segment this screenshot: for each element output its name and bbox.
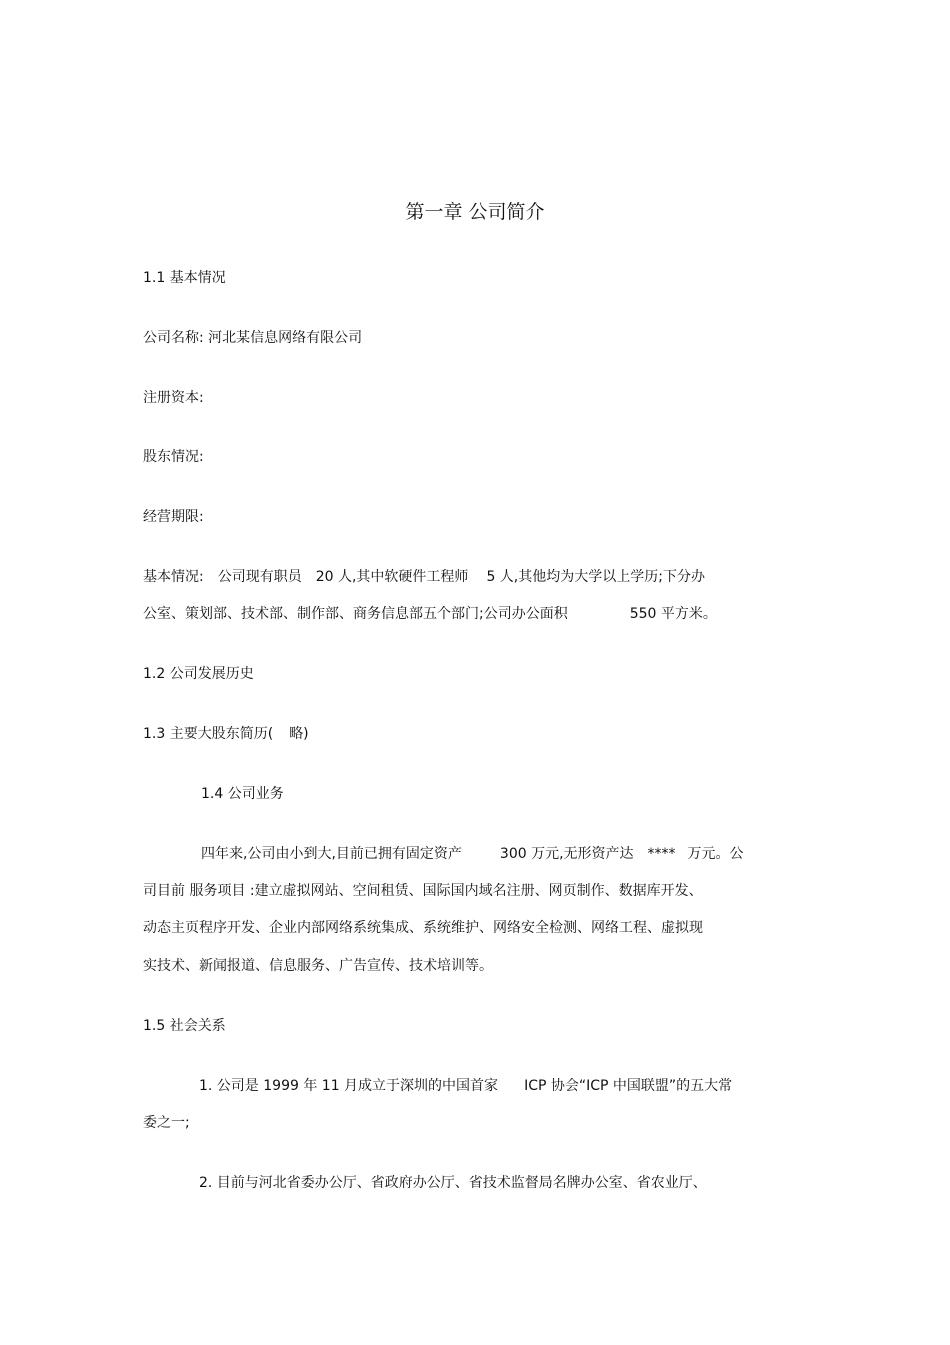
business-line-3: 动态主页程序开发、企业内部网络系统集成、系统维护、网络安全检测、网络工程、虚拟现: [143, 920, 703, 936]
section-heading-1-4: 1.4 公司业务: [201, 786, 284, 802]
basic-info-text-2a: 公室、策划部、技术部、制作部、商务信息部五个部门;公司办公面积: [143, 606, 568, 622]
business-line-1: [201, 844, 744, 864]
relations-item-1: [199, 1076, 732, 1096]
section-heading-1-5: 1.5 社会关系: [143, 1018, 226, 1034]
section-heading-1-2: 1.2 公司发展历史: [143, 666, 254, 682]
business-text-1b: 300 万元,无形资产达: [499, 846, 634, 862]
business-line-2: 司目前 服务项目 :建立虚拟网站、空间租赁、国际国内域名注册、网页制作、数据库开发、: [143, 883, 703, 899]
basic-info-line-2: [143, 604, 717, 624]
basic-info-line-1: [143, 567, 705, 587]
registered-capital-label: 注册资本:: [143, 390, 204, 406]
basic-info-text-2b: 550 平方米。: [629, 606, 717, 622]
section-heading-1-3: [143, 724, 309, 744]
section-heading-1-3-text: 1.3 主要大股东简历(: [143, 726, 274, 742]
basic-info-text-1c: 5 人,其他均为大学以上学历;下分办: [486, 569, 705, 585]
section-heading-1-3-tail: 略): [289, 726, 309, 742]
relations-item-2: 2. 目前与河北省委办公厅、省政府办公厅、省技术监督局名牌办公室、省农业厅、: [199, 1175, 707, 1191]
basic-info-text-1b: 20 人,其中软硬件工程师: [315, 569, 469, 585]
section-heading-1-1: 1.1 基本情况: [143, 270, 226, 286]
business-text-1a: 四年来,公司由小到大,目前已拥有固定资产: [201, 846, 462, 862]
chapter-title: 第一章 公司简介: [405, 201, 545, 223]
basic-info-label: 基本情况:: [143, 569, 204, 585]
business-text-1d: 万元。公: [687, 846, 744, 862]
relations-item-1b: ICP 协会“ICP 中国联盟”的五大常: [524, 1078, 733, 1094]
relations-item-1-cont: 委之一;: [143, 1115, 190, 1131]
shareholders-label: 股东情况:: [143, 449, 204, 465]
term-label: 经营期限:: [143, 509, 204, 525]
business-line-4: 实技术、新闻报道、信息服务、广告宣传、技术培训等。: [143, 958, 493, 974]
relations-item-1a: 1. 公司是 1999 年 11 月成立于深圳的中国首家: [199, 1078, 499, 1094]
company-name-line: [143, 328, 362, 348]
company-name-value: 河北某信息网络有限公司: [208, 330, 363, 346]
business-text-1c: ****: [647, 846, 676, 862]
basic-info-text-1a: 公司现有职员: [217, 569, 302, 585]
company-name-label: 公司名称:: [143, 330, 204, 346]
